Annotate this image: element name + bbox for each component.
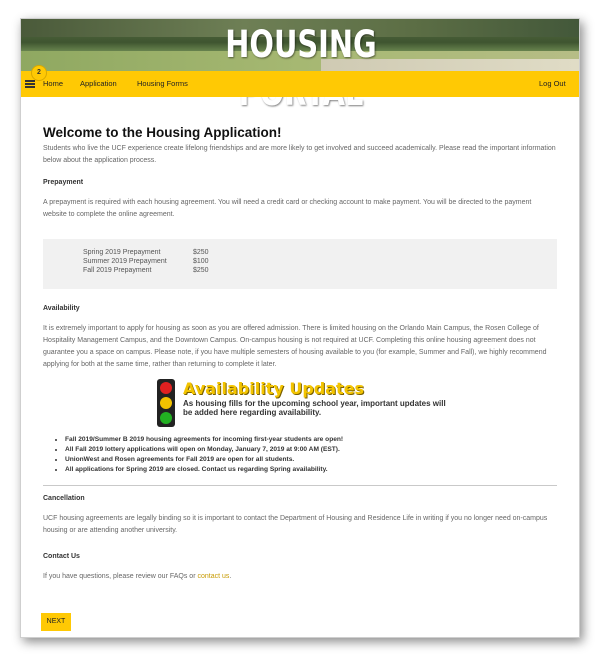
traffic-light-icon (157, 379, 175, 427)
nav-application[interactable]: Application (80, 79, 117, 88)
updates-subtitle: As housing fills for the upcoming school year, important updates will be added here regarding availability. (183, 399, 446, 417)
contact-heading: Contact Us (43, 553, 80, 560)
availability-heading: Availability (43, 305, 80, 312)
prepayment-heading: Prepayment (43, 179, 84, 186)
hamburger-menu-icon[interactable] (25, 80, 35, 88)
portal-window (20, 18, 580, 638)
list-item: • All applications for Spring 2019 are closed. Contact us regarding Spring availability. (65, 465, 343, 475)
cancellation-text: UCF housing agreements are legally binding so it is important to contact the Department of Housing and Residence Life in writing if you no longer need on-campus housing or are attending another university. (43, 515, 548, 534)
logout-link[interactable]: Log Out (539, 79, 566, 88)
availability-updates-graphic (155, 379, 455, 429)
list-item: • UnionWest and Rosen agreements for Fall 2019 are open for all students. (65, 455, 343, 465)
nav-home[interactable]: Home (43, 79, 64, 88)
prepayment-table (43, 239, 557, 289)
availability-text: It is extremely important to apply for housing as soon as you are offered admission. There is limited housing on the Orlando Main Campus, the Rosen College of Hospitality Management Campus, and the Downtown Campus. On-campus housing is not required at UCF. Completing this online housing agreement does not guarantee you a space on campus. Please note, if you have multiple semesters of housing available to you (for example, Summer and Fall), we highly recommend applying for both at the same time, rather than returning to complete it later. (43, 325, 547, 368)
prepayment-row: Summer 2019 Prepayment $100 (83, 258, 209, 265)
nav-housing-forms[interactable]: Housing Forms (137, 79, 188, 88)
notification-badge[interactable]: 2 (31, 65, 47, 81)
list-item: • Fall 2019/Summer B 2019 housing agreements for incoming first-year students are open! (65, 435, 343, 445)
prepayment-row: Spring 2019 Prepayment $250 (83, 249, 209, 256)
contact-text: If you have questions, please review our FAQs or contact us. (43, 573, 232, 580)
contact-us-link[interactable]: contact us (197, 573, 230, 580)
page-title: Welcome to the Housing Application! (43, 125, 282, 140)
updates-title: Availability Updates (183, 379, 365, 398)
section-divider (43, 485, 557, 486)
prepayment-row: Fall 2019 Prepayment $250 (83, 267, 209, 274)
cancellation-heading: Cancellation (43, 495, 85, 502)
availability-list (53, 435, 343, 475)
intro-text: Students who live the UCF experience create lifelong friendships and are more likely to get involved and succeed academically. Please read the important information below about the application process. (43, 145, 556, 164)
next-button[interactable]: NEXT (41, 613, 71, 631)
prepayment-text: A prepayment is required with each housing agreement. You will need a credit card or checking account to make payment. You will be directed to the payment website to complete the online agreement. (43, 199, 532, 218)
top-navigation (21, 71, 579, 97)
portal-title: HOUSING (225, 23, 377, 66)
list-item: • All Fall 2019 lottery applications will open on Monday, January 7, 2019 at 9:00 AM (EST). (65, 445, 343, 455)
header-banner (21, 19, 579, 71)
